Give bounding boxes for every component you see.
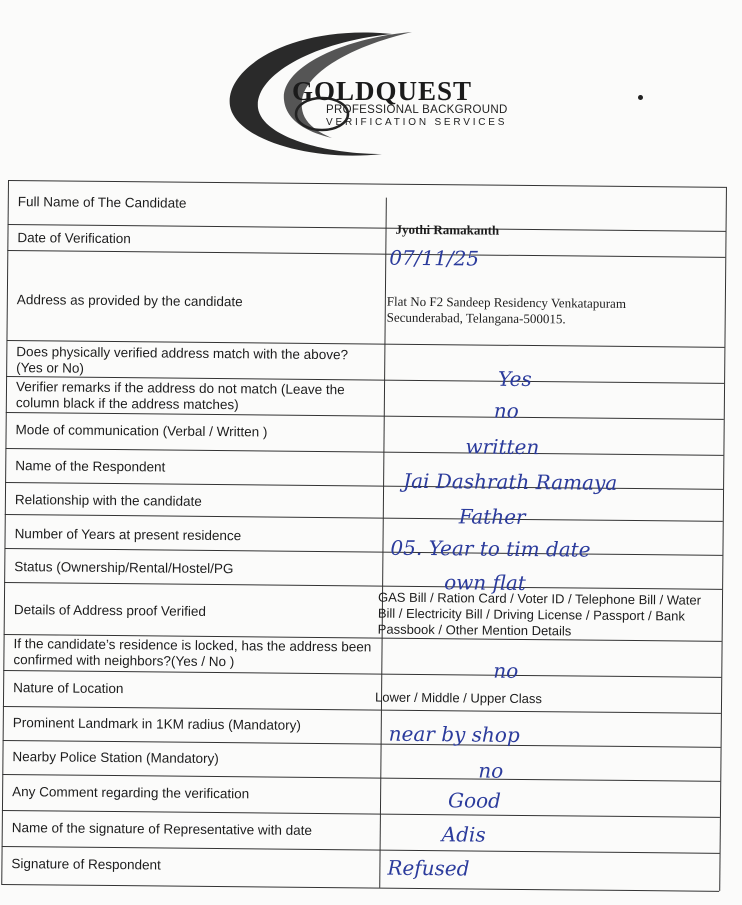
goldquest-logo	[222, 28, 552, 163]
value-full-name: Jyothi Ramakanth	[395, 221, 500, 238]
label-landmark: Prominent Landmark in 1KM radius (Mandatory)	[12, 715, 301, 733]
label-address-proof: Details of Address proof Verified	[13, 602, 207, 619]
table-row-line	[4, 548, 722, 556]
table-row-line	[2, 774, 720, 782]
value-comment: Good	[447, 788, 502, 813]
label-respondent-name: Name of the Respondent	[15, 458, 166, 475]
table-row-line	[5, 514, 723, 522]
table-row-line	[1, 884, 719, 892]
value-years-at-residence: 05. Year to tim date	[390, 535, 591, 562]
value-relationship: Father	[458, 504, 526, 529]
label-years-at-residence: Number of Years at present residence	[14, 526, 242, 544]
value-landmark: near by shop	[388, 721, 520, 747]
value-verifier-remarks: no	[493, 398, 519, 423]
value-date-of-verification: 07/11/25	[389, 245, 480, 271]
table-row-line	[3, 740, 721, 748]
table-row-line	[2, 810, 720, 818]
table-left-border	[1, 180, 9, 884]
value-respondent-signature: Refused	[387, 855, 470, 881]
label-verifier-remarks: Verifier remarks if the address do not match (Leave the column black if the address matches)	[15, 379, 345, 413]
label-residence-locked: If the candidate’s residence is locked, has the address been confirmed with neighbors?(Yes / No )	[13, 636, 372, 670]
table-column-divider	[379, 198, 387, 888]
label-address: Address as provided by the candidate	[16, 292, 243, 310]
value-mode-of-communication: written	[465, 434, 540, 460]
speck-mark	[638, 95, 643, 100]
label-status: Status (Ownership/Rental/Hostel/PG	[14, 559, 234, 577]
label-nature-of-location: Nature of Location	[13, 680, 124, 697]
value-address: Flat No F2 Sandeep Residency Venkatapuram Secunderabad, Telangana-500015.	[386, 293, 627, 327]
label-mode-of-communication: Mode of communication (Verbal / Written )	[15, 422, 268, 440]
brand-tagline-1: PROFESSIONAL BACKGROUND	[326, 104, 508, 116]
label-address-match: Does physically verified address match with the above? (Yes or No)	[16, 344, 349, 376]
table-right-border	[719, 187, 727, 891]
table-row-line	[3, 706, 721, 714]
label-date-of-verification: Date of Verification	[17, 230, 131, 247]
brand-tagline-2: VERIFICATION SERVICES	[326, 117, 508, 128]
value-nature-of-location: Lower / Middle / Upper Class	[374, 689, 543, 707]
value-respondent-name: Jai Dashrath Ramaya	[403, 468, 618, 495]
value-representative-signature: Adis	[441, 822, 486, 847]
verification-table	[1, 180, 736, 905]
label-full-name: Full Name of The Candidate	[17, 194, 187, 211]
label-relationship: Relationship with the candidate	[14, 492, 202, 509]
table-row-line	[5, 448, 723, 456]
value-residence-locked: no	[493, 658, 519, 683]
table-row-line	[7, 250, 725, 258]
value-address-match: Yes	[497, 366, 532, 392]
label-representative-signature: Name of the signature of Representative with date	[11, 820, 313, 838]
table-row-line	[4, 582, 722, 590]
label-respondent-signature: Signature of Respondent	[11, 856, 161, 873]
brand-name: GOLDQUEST	[292, 76, 473, 106]
table-row-line	[8, 180, 726, 188]
label-comment: Any Comment regarding the verification	[12, 784, 250, 802]
value-address-proof: GAS Bill / Ration Card / Voter ID / Telephone Bill / Water Bill / Electricity Bill / Driving License / Passport / Bank Passbook / Other Mention Details	[377, 589, 702, 639]
label-police-station: Nearby Police Station (Mandatory)	[12, 749, 219, 767]
value-status: own flat	[444, 570, 526, 595]
value-police-station: no	[478, 758, 504, 783]
table-row-line	[2, 846, 720, 854]
